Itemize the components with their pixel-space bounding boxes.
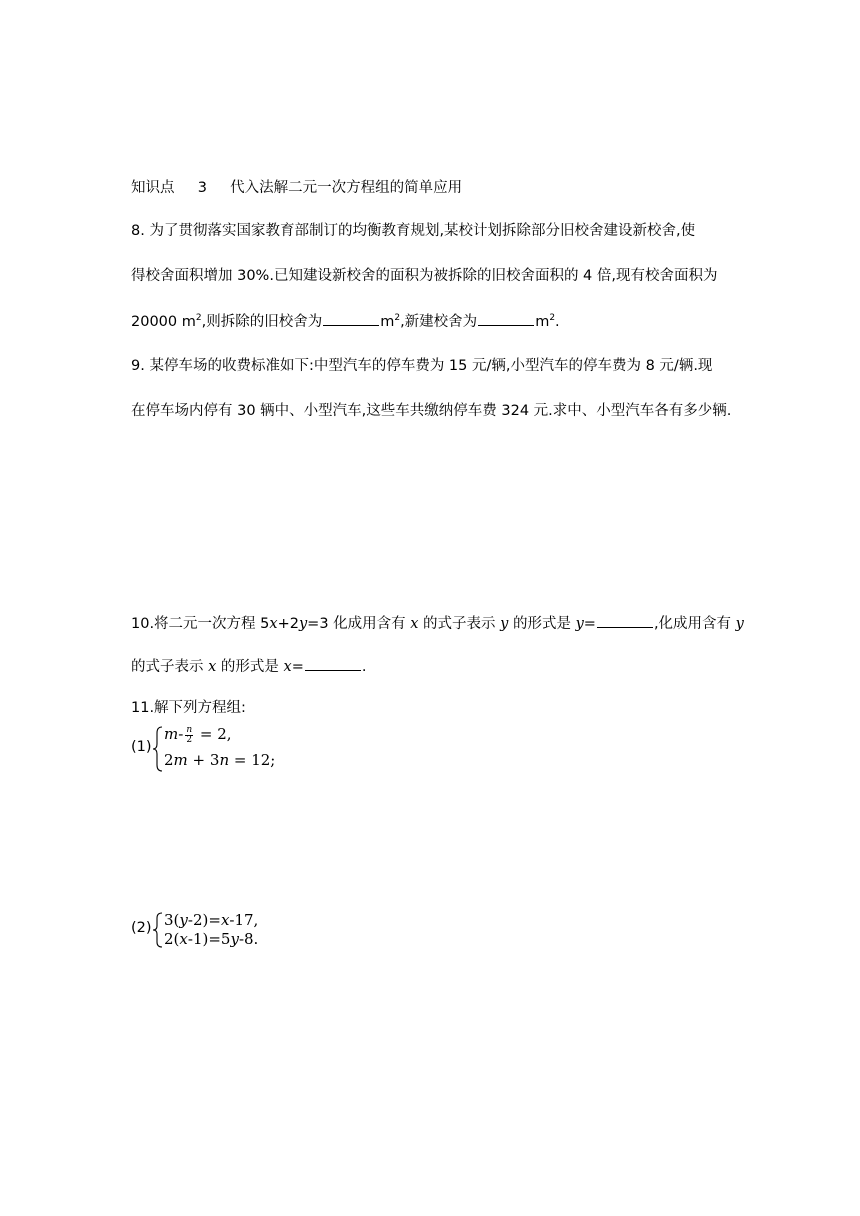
answer-blank[interactable]: [305, 656, 361, 671]
section-number: 3: [197, 180, 207, 196]
equation-2: 2m + 3n = 12;: [164, 751, 276, 769]
brace-icon: [152, 725, 164, 773]
question-9-line-1: 9. 某停车场的收费标准如下:中型汽车的停车费为 15 元/辆,小型汽车的停车费为 8 元/辆.现: [131, 358, 713, 374]
answer-blank[interactable]: [323, 311, 379, 326]
section-heading: [131, 178, 462, 198]
equation-1: m- $\frac{n}{2}$ = 2,: [164, 724, 232, 745]
system-label: (2): [131, 920, 152, 936]
brace-icon: [152, 911, 164, 949]
question-8-line-3: 20000 $m^2$,则拆除的旧校舍为 $m^2$,新建校舍为 $m^2$.: [131, 311, 560, 332]
answer-blank[interactable]: [597, 613, 653, 628]
section-label: 知识点: [131, 180, 175, 196]
question-11-title: 11.解下列方程组:: [131, 700, 246, 716]
question-9-line-2: 在停车场内停有 30 辆中、小型汽车,这些车共缴纳停车费 324 元.求中、小型汽车各有多少辆.: [131, 403, 732, 419]
question-10-line-2: 的式子表示 x 的形式是 x= .: [131, 656, 366, 677]
answer-blank[interactable]: [478, 311, 534, 326]
question-10-line-1: 10.将二元一次方程 5x+2y=3 化成用含有 x 的式子表示 y 的形式是 y= ,化成用含有 y: [131, 613, 744, 634]
equation-2: 2(x-1)=5y-8.: [164, 930, 259, 948]
section-title: 代入法解二元一次方程组的简单应用: [230, 180, 463, 196]
question-8-line-2: 得校舍面积增加 30%.已知建设新校舍的面积为被拆除的旧校舍面积的 4 倍,现有校舍面积为: [131, 268, 718, 284]
question-8-line-1: 8. 为了贯彻落实国家教育部制订的均衡教育规划,某校计划拆除部分旧校舍建设新校舍,使: [131, 223, 696, 239]
equation-1: 3(y-2)=x-17,: [164, 911, 259, 929]
system-label: (1): [131, 739, 152, 755]
